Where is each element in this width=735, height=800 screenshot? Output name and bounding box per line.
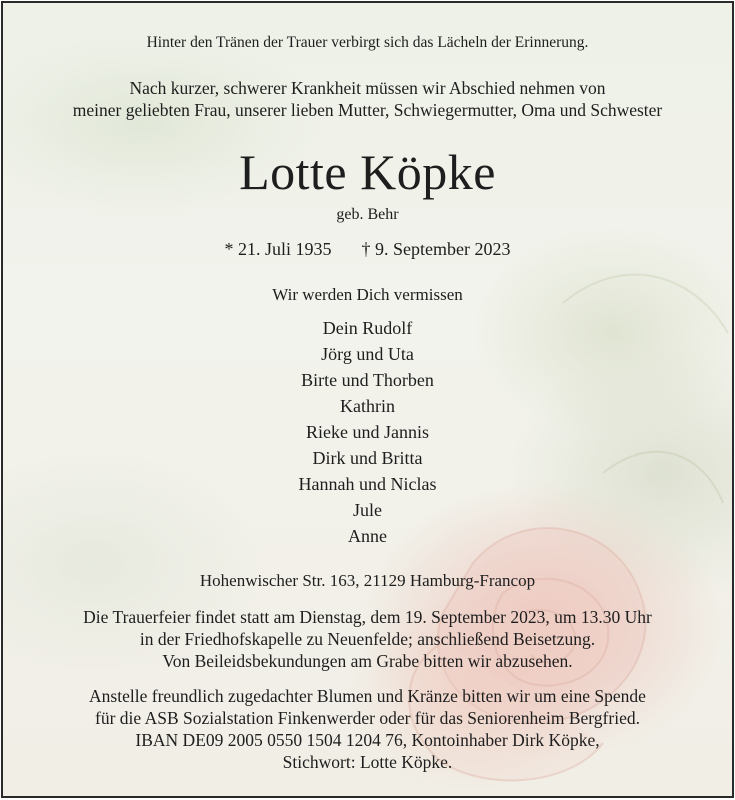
mourner-item: Dein Rudolf [322, 318, 413, 338]
funeral-line: Die Trauerfeier findet statt am Dienstag, dem 19. September 2023, um 13.30 Uhr [83, 607, 652, 627]
miss-line: Wir werden Dich vermissen [272, 285, 463, 304]
birth-name: geb. Behr [336, 206, 399, 223]
motto-text: Hinter den Tränen der Trauer verbirgt sich das Lächeln der Erinnerung. [146, 34, 589, 51]
deceased-name: Lotte Köpke [239, 144, 496, 200]
mourner-item: Hannah und Niclas [298, 474, 437, 494]
donation-line: IBAN DE09 2005 0550 1504 1204 76, Kontoinhaber Dirk Köpke, [135, 730, 600, 750]
funeral-line: in der Friedhofskapelle zu Neuenfelde; anschließend Beisetzung. [139, 629, 596, 649]
mourner-item: Rieke und Jannis [306, 422, 429, 442]
obituary-notice [1, 1, 734, 798]
donation-line: für die ASB Sozialstation Finkenwerder oder für das Seniorenheim Bergfried. [95, 708, 640, 728]
funeral-line: Von Beileidsbekundungen am Grabe bitten wir abzusehen. [162, 651, 573, 671]
mourner-item: Kathrin [340, 396, 395, 416]
mourner-item: Birte und Thorben [301, 370, 434, 390]
mourner-item: Jule [353, 500, 382, 520]
family-address: Hohenwischer Str. 163, 21129 Hamburg-Francop [199, 571, 536, 590]
life-dates [3, 239, 732, 260]
birth-date: * 21. Juli 1935 [224, 239, 332, 259]
donation-line: Anstelle freundlich zugedachter Blumen und Kränze bitten wir um eine Spende [89, 686, 646, 706]
intro-line-2: meiner geliebten Frau, unserer lieben Mutter, Schwiegermutter, Oma und Schwester [72, 100, 663, 120]
donation-line: Stichwort: Lotte Köpke. [282, 752, 453, 772]
mourner-item: Dirk und Britta [312, 448, 423, 468]
death-date: † 9. September 2023 [361, 239, 511, 259]
intro-line-1: Nach kurzer, schwerer Krankheit müssen wir Abschied nehmen von [129, 78, 606, 98]
mourner-item: Jörg und Uta [321, 344, 414, 364]
mourner-item: Anne [348, 526, 387, 546]
